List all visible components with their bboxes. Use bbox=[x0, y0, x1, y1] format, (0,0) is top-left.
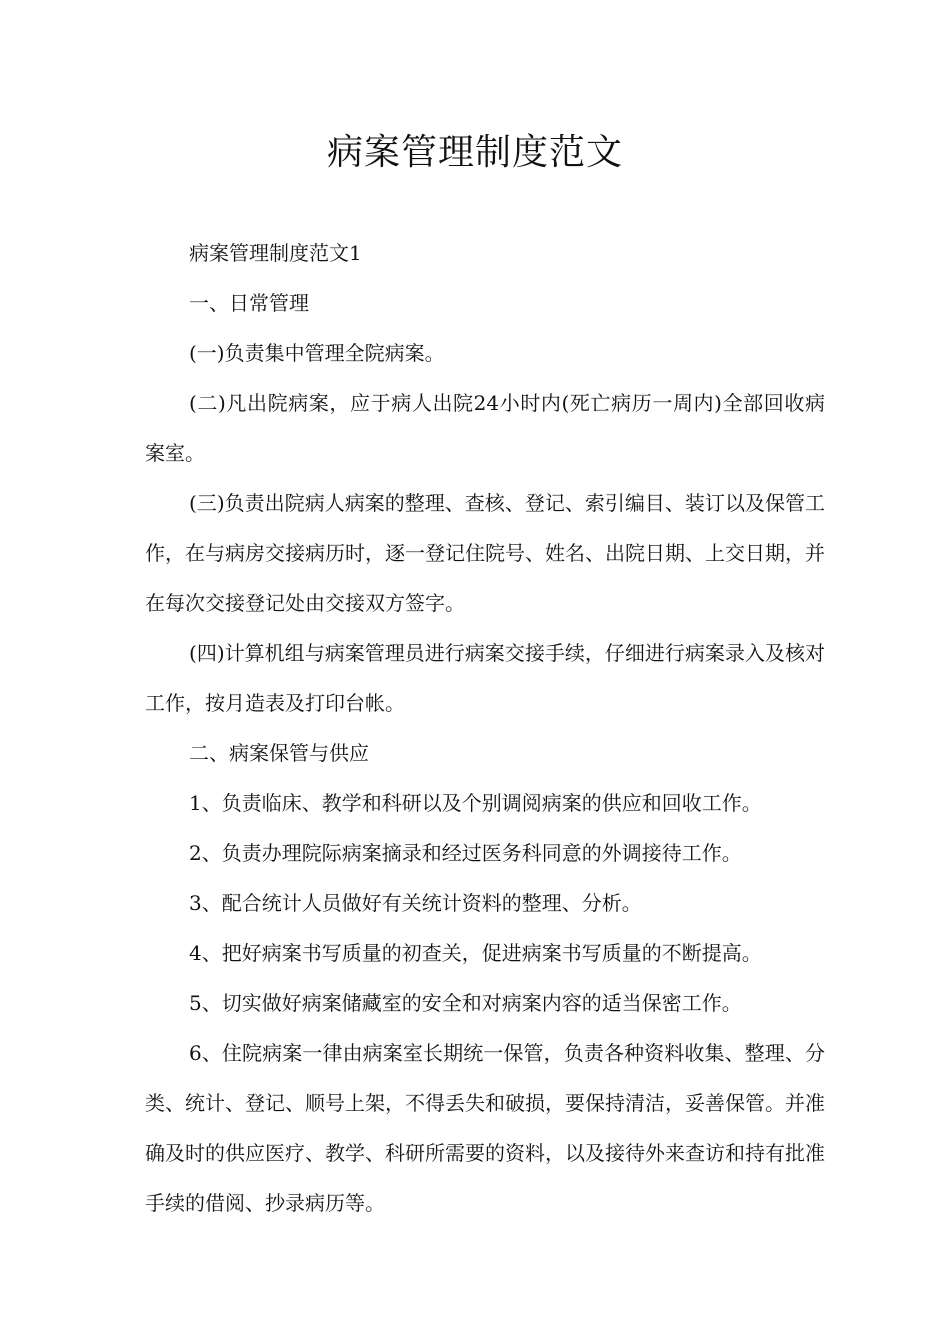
paragraph: (二)凡出院病案，应于病人出院24小时内(死亡病历一周内)全部回收病案室。 bbox=[145, 391, 825, 465]
paragraph: (一)负责集中管理全院病案。 bbox=[189, 341, 445, 365]
list-item: 3、配合统计人员做好有关统计资料的整理、分析。 bbox=[189, 891, 642, 915]
paragraph-subtitle: 病案管理制度范文1 bbox=[189, 241, 362, 265]
list-item: 2、负责办理院际病案摘录和经过医务科同意的外调接待工作。 bbox=[189, 841, 742, 865]
document-body bbox=[145, 228, 825, 1228]
document-title: 病案管理制度范文 bbox=[326, 132, 623, 173]
paragraph: (四)计算机组与病案管理员进行病案交接手续，仔细进行病案录入及核对工作，按月造表及打印台帐。 bbox=[145, 641, 825, 715]
section-heading-storage-supply: 二、病案保管与供应 bbox=[189, 741, 369, 765]
list-item: 6、住院病案一律由病案室长期统一保管，负责各种资料收集、整理、分类、统计、登记、顺号上架，不得丢失和破损，要保持清洁，妥善保管。并准确及时的供应医疗、教学、科研所需要的资料，以及接待外来查访和持有批准手续的借阅、抄录病历等。 bbox=[145, 1041, 825, 1215]
section-heading-daily-management: 一、日常管理 bbox=[189, 291, 309, 315]
list-item: 4、把好病案书写质量的初查关，促进病案书写质量的不断提高。 bbox=[189, 941, 762, 965]
paragraph: (三)负责出院病人病案的整理、查核、登记、索引编目、装订以及保管工作，在与病房交接病历时，逐一登记住院号、姓名、出院日期、上交日期，并在每次交接登记处由交接双方签字。 bbox=[145, 491, 825, 615]
list-item: 1、负责临床、教学和科研以及个别调阅病案的供应和回收工作。 bbox=[189, 791, 762, 815]
list-item: 5、切实做好病案储藏室的安全和对病案内容的适当保密工作。 bbox=[189, 991, 742, 1015]
